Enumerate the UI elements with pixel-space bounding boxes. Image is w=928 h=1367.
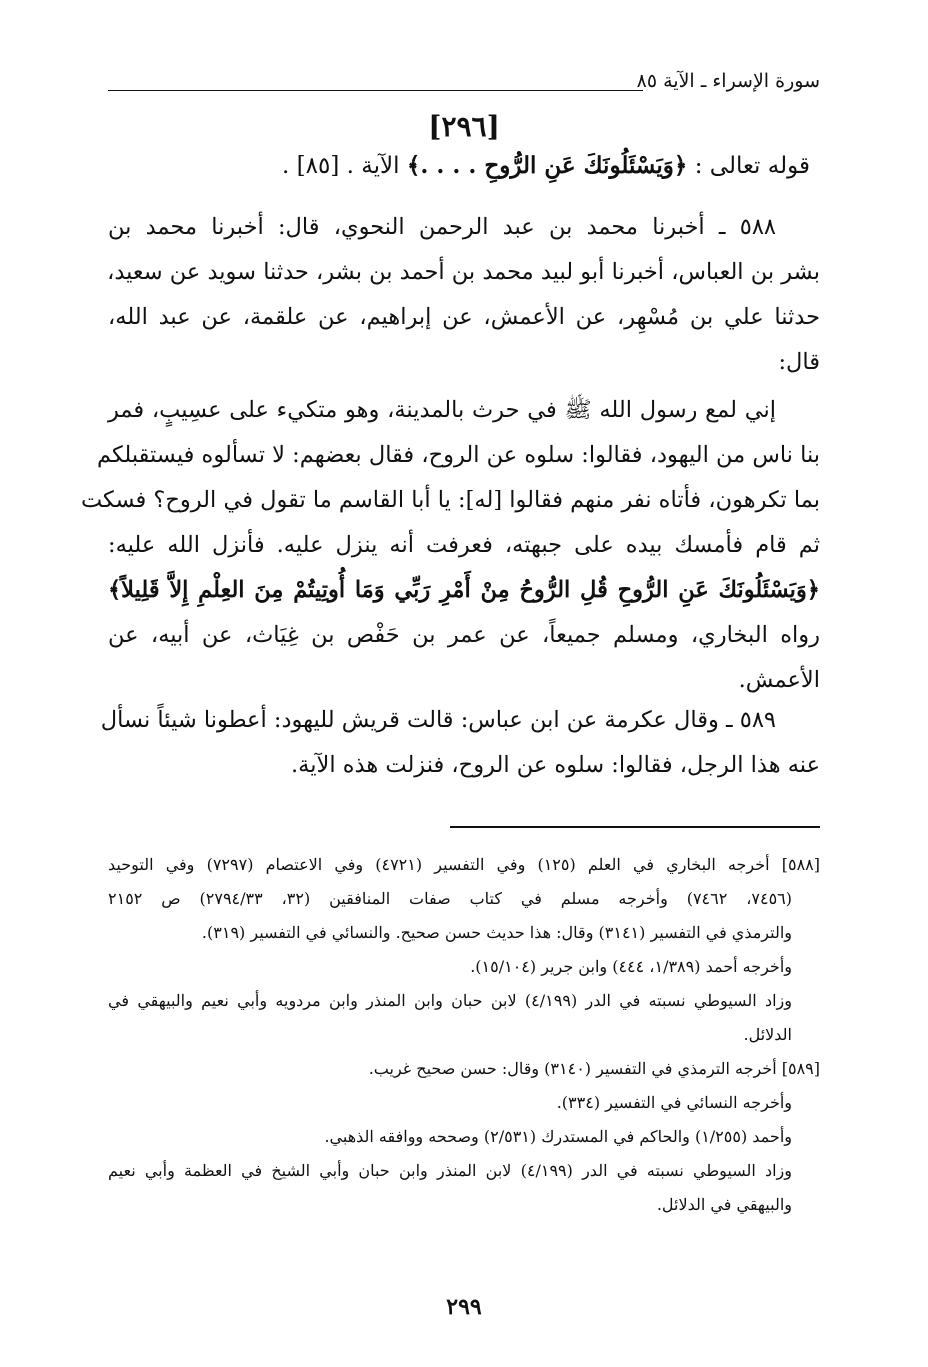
paragraph-line: الأعمش. bbox=[738, 667, 820, 693]
footnote-line: وأخرجه النسائي في التفسير (٣٣٤). bbox=[556, 1093, 792, 1112]
paragraph-line: ٥٨٨ ـ أخبرنا محمد بن عبد الرحمن النحوي، قال: أخبرنا محمد بن bbox=[108, 214, 776, 240]
paragraph-line: بنا ناس من اليهود، فقالوا: سلوه عن الروح، فقال بعضهم: لا تسألوه فيستقبلكم bbox=[96, 442, 820, 468]
footnote-line: والترمذي في التفسير (٣١٤١) وقال: هذا حديث حسن صحيح. والنسائي في التفسير (٣١٩). bbox=[201, 923, 792, 942]
section-number: [٢٩٦] bbox=[428, 110, 500, 143]
paragraph-line: بشر بن العباس، أخبرنا أبو لبيد محمد بن أحمد بن بشر، حدثنا سويد عن سعيد، bbox=[107, 259, 820, 285]
paragraph-line: قال: bbox=[778, 349, 820, 375]
footnote-line: (٧٤٥٦، ٧٤٦٢) وأخرجه مسلم في كتاب صفات المنافقين (٣٢، ٢٧٩٤/٣٣) ص ٢١٥٢ bbox=[108, 889, 793, 908]
footnote-line: والبيهقي في الدلائل. bbox=[656, 1195, 792, 1214]
hadith-588-matn bbox=[80, 388, 820, 703]
footnotes bbox=[108, 848, 820, 1222]
footnote-line: وزاد السيوطي نسبته في الدر (٤/١٩٩) لابن المنذر وابن حبان وأبي الشيخ في العظمة وأبي نعيم bbox=[108, 1161, 793, 1180]
footnote-line: وأحمد (١/٢٥٥) والحاكم في المستدرك (٢/٥٣١) وصححه ووافقه الذهبي. bbox=[324, 1127, 792, 1146]
footnote-rule bbox=[450, 826, 820, 828]
verse-ref-suffix: الآية . [٨٥] . bbox=[282, 153, 407, 179]
hadith-589 bbox=[100, 698, 820, 788]
running-head-rule bbox=[108, 90, 643, 91]
verse-ref-prefix: قوله تعالى : bbox=[687, 153, 810, 179]
quran-verse-line: ﴿وَيَسْئَلُونَكَ عَنِ الرُّوحِ قُلِ الرُّوحُ مِنْ أَمْرِ رَبِّي وَمَا أُوتِيتُمْ مِنَ العِلْمِ إِلاَّ قَلِيلاً﴾ bbox=[108, 577, 820, 603]
footnote-line: [٥٨٨] أخرجه البخاري في العلم (١٢٥) وفي التفسير (٤٧٢١) وفي الاعتصام (٧٢٩٧) وفي التوحيد bbox=[108, 855, 821, 874]
footnote-line: وزاد السيوطي نسبته في الدر (٤/١٩٩) لابن حبان وابن المنذر وابن مردويه وأبي نعيم والبيهقي في bbox=[108, 991, 793, 1010]
running-head bbox=[108, 70, 820, 98]
verse-ref-quran: ﴿وَيَسْئَلُونَكَ عَنِ الرُّوحِ . . . .﴾ bbox=[406, 152, 688, 179]
footnote-line: [٥٨٩] أخرجه الترمذي في التفسير (٣١٤٠) وقال: حسن صحيح غريب. bbox=[368, 1059, 820, 1078]
hadith-588-isnad bbox=[108, 205, 820, 385]
paragraph-line: إني لمع رسول الله ﷺ في حرث بالمدينة، وهو متكيء على عسِيبٍ، فمر bbox=[108, 397, 776, 423]
paragraph-line: حدثنا علي بن مُسْهِر، عن الأعمش، عن إبراهيم، عن علقمة، عن عبد الله، bbox=[108, 304, 820, 330]
paragraph-line: رواه البخاري، ومسلم جميعاً، عن عمر بن حَفْص بن غِيَاث، عن أبيه، عن bbox=[108, 622, 820, 648]
page-number: ٢٩٩ bbox=[446, 1294, 482, 1320]
footnote-line: وأخرجه أحمد (١/٣٨٩، ٤٤٤) وابن جرير (١٥/١٠٤). bbox=[470, 957, 792, 976]
paragraph-line: ٥٨٩ ـ وقال عكرمة عن ابن عباس: قالت قريش لليهود: أعطونا شيئاً نسأل bbox=[100, 707, 776, 733]
paragraph-line: عنه هذا الرجل، فقالوا: سلوه عن الروح، فنزلت هذه الآية. bbox=[291, 752, 820, 778]
verse-reference bbox=[282, 152, 810, 179]
footnote-line: الدلائل. bbox=[743, 1025, 792, 1044]
running-head-title: سورة الإسراء ـ الآية ٨٥ bbox=[636, 70, 820, 92]
paragraph-line: بما تكرهون، فأتاه نفر منهم فقالوا [له]: يا أبا القاسم ما تقول في الروح؟ فسكت bbox=[80, 487, 820, 513]
paragraph-line: ثم قام فأمسك بيده على جبهته، فعرفت أنه ينزل عليه. فأنزل الله عليه: bbox=[108, 532, 820, 558]
